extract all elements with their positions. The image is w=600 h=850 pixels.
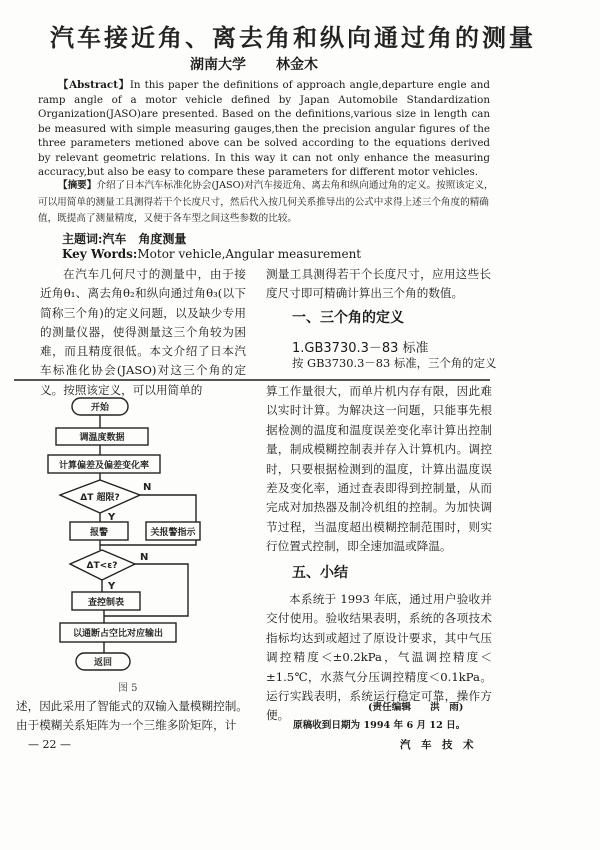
editor-credit: (责任编辑 洪 雨) [368, 702, 464, 713]
intro-right: 测量工具测得若干个长度尺寸，应用这些长度尺寸即可精确计算出三个角的数值。 [266, 267, 491, 301]
key-words-label: Key Words: [62, 247, 138, 261]
decision2-yes: Y [108, 581, 116, 592]
intro-left: 在汽车几何尺寸的测量中，由于接近角θ₁、离去角θ₂和纵向通过角θ₃(以下简称三个角)的定义问题，以及缺少专用的测量仪器，使得测量这三个角较为困难，而且精度很低。本文介绍了日本汽车标准化协会(JASO)对这三个角的定义。按照该定义，可以用简单的 [40, 267, 246, 397]
figure-caption: 图 5 [118, 683, 138, 694]
subject-words: 主题词:汽车 角度测量 [62, 232, 187, 246]
decision2-label: ΔT<ε? [86, 561, 118, 571]
alarm-label: 报警 [89, 528, 109, 538]
affiliation: 湖南大学 [190, 57, 246, 73]
abstract-en-text: In this paper the definitions of approach angle,departure engle and ramp angle of a motor vehicle defined by Japan Automobile Standardization Organization(JASO)are presented. Based on the definitions,various size in length can be measured with simple measuring gauges,then the precision angular figures of the three parameters metioned above can be solved according to the equations derived by relevant geometric relations. In this way it can not only enhance the measuring accuracy,but also be easy to compare these parameters for different motor vehicles. [38, 79, 490, 178]
key-words-text: Motor vehicle,Angular measurement [137, 247, 362, 261]
decision1-no: N [143, 482, 152, 493]
start-label: 开始 [90, 403, 110, 413]
journal-name: 汽 车 技 术 [400, 739, 474, 751]
author-line [190, 54, 348, 74]
section-1-heading: 一、三个角的定义 [292, 310, 404, 326]
decision1-yes: Y [108, 512, 116, 523]
right-text: 算工作量很大，而单片机内存有限，因此难以实时计算。为解决这一问题，只能事先根据检测的温度和温度误差变化率计算出控制量，制成模糊控制表并存入计算机内。调控时，只要根据检测到的温度，计算出温度误差及变化率，通过查表即得到控制量，从而完成对加热器及制冷机组的控制。为加快调节过程，当温度超出模糊控制范围时，则实行位置式控制，即全速加温或降温。 [266, 384, 492, 554]
output-label: 以通断占空比对应输出 [72, 629, 164, 639]
abstract-zh-label: 【摘要】 [58, 180, 97, 191]
subsection-1-text: 按 GB3730.3－83 标准，三个角的定义 [292, 356, 497, 370]
page-number: — 22 — [28, 738, 71, 751]
abstract-en [38, 78, 490, 180]
abstract-zh-text: 介绍了日本汽车标准化协会(JASO)对汽车接近角、离去角和纵向通过角的定义。按照该定义，可以用简单的测量工具测得若干个长度尺寸，然后代入按几何关系推导出的公式中求得上述三个角度的精确值，既提高了测量精度，又便于各车型之间这些参数的比较。 [38, 180, 494, 224]
abstract-label: 【Abstract】 [58, 79, 130, 91]
author-name: 林金木 [276, 57, 318, 73]
left-text-2: 由于模糊关系矩阵为一个三维多阶矩阵，计 [16, 718, 237, 732]
step2-label: 计算偏差及偏差变化率 [58, 461, 150, 471]
received-date: 原稿收到日期为 1994 年 6 月 12 日。 [293, 720, 466, 731]
lookup-label: 查控制表 [87, 598, 125, 608]
article-title: 汽车接近角、离去角和纵向通过角的测量 [50, 24, 536, 52]
step1-label: 调温度数据 [79, 433, 125, 443]
abstract-zh [38, 178, 494, 228]
decision1-label: ΔT 超限? [80, 493, 120, 503]
key-words [62, 247, 361, 261]
decision2-no: N [140, 552, 149, 563]
conclusion-text: 本系统于 1993 年底，通过用户验收并交付使用。验收结果表明，系统的各项技术指标均达到或超过了原设计要求，其中气压调控精度＜±0.2kPa，气温调控精度＜±1.5℃，水蒸气分压调控精度＜0.1kPa。运行实践表明，系统运行稳定可靠，操作方便。 [266, 592, 492, 723]
return-label: 返回 [93, 658, 113, 668]
left-text-1: 述，因此采用了智能式的双输入量模糊控制。 [16, 699, 248, 713]
alarm-off-label: 关报警指示 [150, 528, 196, 538]
section-5-heading: 五、小结 [292, 565, 348, 581]
subsection-1-heading: 1.GB3730.3－83 标准 [292, 341, 429, 356]
flowchart [0, 380, 260, 680]
